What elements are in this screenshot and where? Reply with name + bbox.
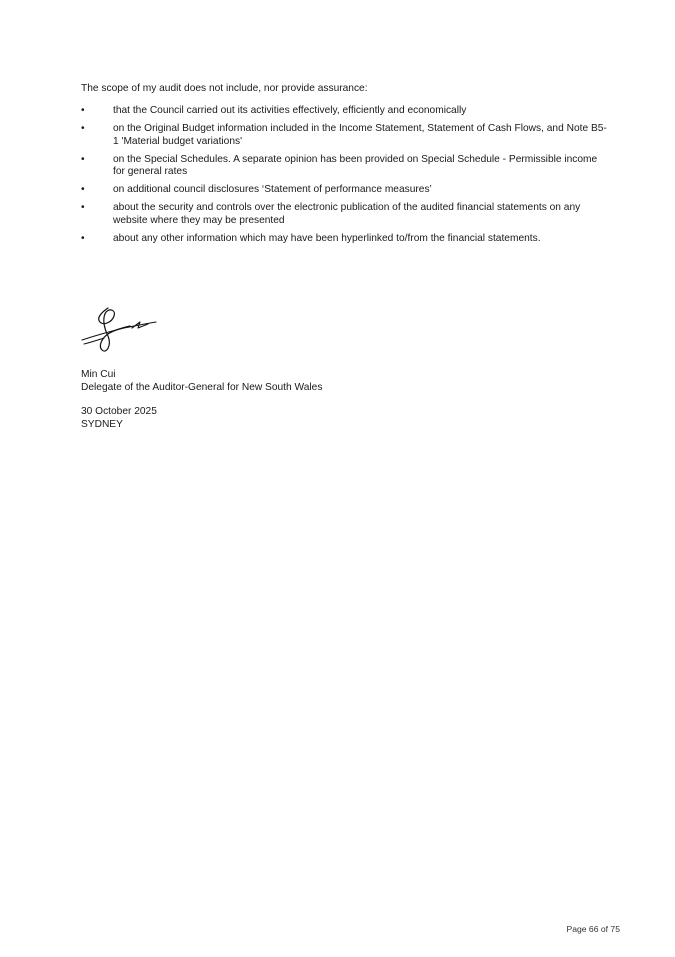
list-item [81,233,611,246]
list-item-text: that the Council carried out its activities effectively, efficiently and economically [113,105,467,116]
bullet-icon: • [81,105,85,116]
signature-stroke-main [99,308,130,351]
bullet-icon: • [81,202,85,213]
list-item-text: about any other information which may have been hyperlinked to/from the financial statements. [113,232,541,244]
scope-intro: The scope of my audit does not include, nor provide assurance: [81,83,368,94]
page-number: Page 66 of 75 [566,924,620,934]
bullet-icon: • [81,232,85,244]
signature-location: SYDNEY [81,419,123,430]
bullet-icon: • [81,184,85,195]
scope-exclusions-list [81,105,611,251]
list-item [81,123,611,148]
list-item-text: on additional council disclosures ‘Statement of performance measures’ [113,184,432,195]
bullet-icon: • [81,153,85,165]
signatory-block [81,368,322,394]
list-item [81,105,611,118]
signatory-title: Delegate of the Auditor-General for New South Wales [81,382,323,393]
handwritten-signature [78,302,162,356]
list-item-text: on the Original Budget information included in the Income Statement, Statement of Cash Flows, and Note B5-1 'Material budget variations' [113,123,607,147]
list-item [81,202,611,227]
list-item [81,154,611,179]
list-item-text: on the Special Schedules. A separate opinion has been provided on Special Schedule - Permissible income for general rates [113,153,598,177]
signatory-name: Min Cui [81,369,116,380]
signature-date: 30 October 2025 [81,406,157,417]
list-item-text: about the security and controls over the electronic publication of the audited financial statements on any website where they may be presented [113,202,581,226]
date-location-block [81,405,157,431]
list-item [81,184,611,197]
bullet-icon: • [81,123,85,134]
